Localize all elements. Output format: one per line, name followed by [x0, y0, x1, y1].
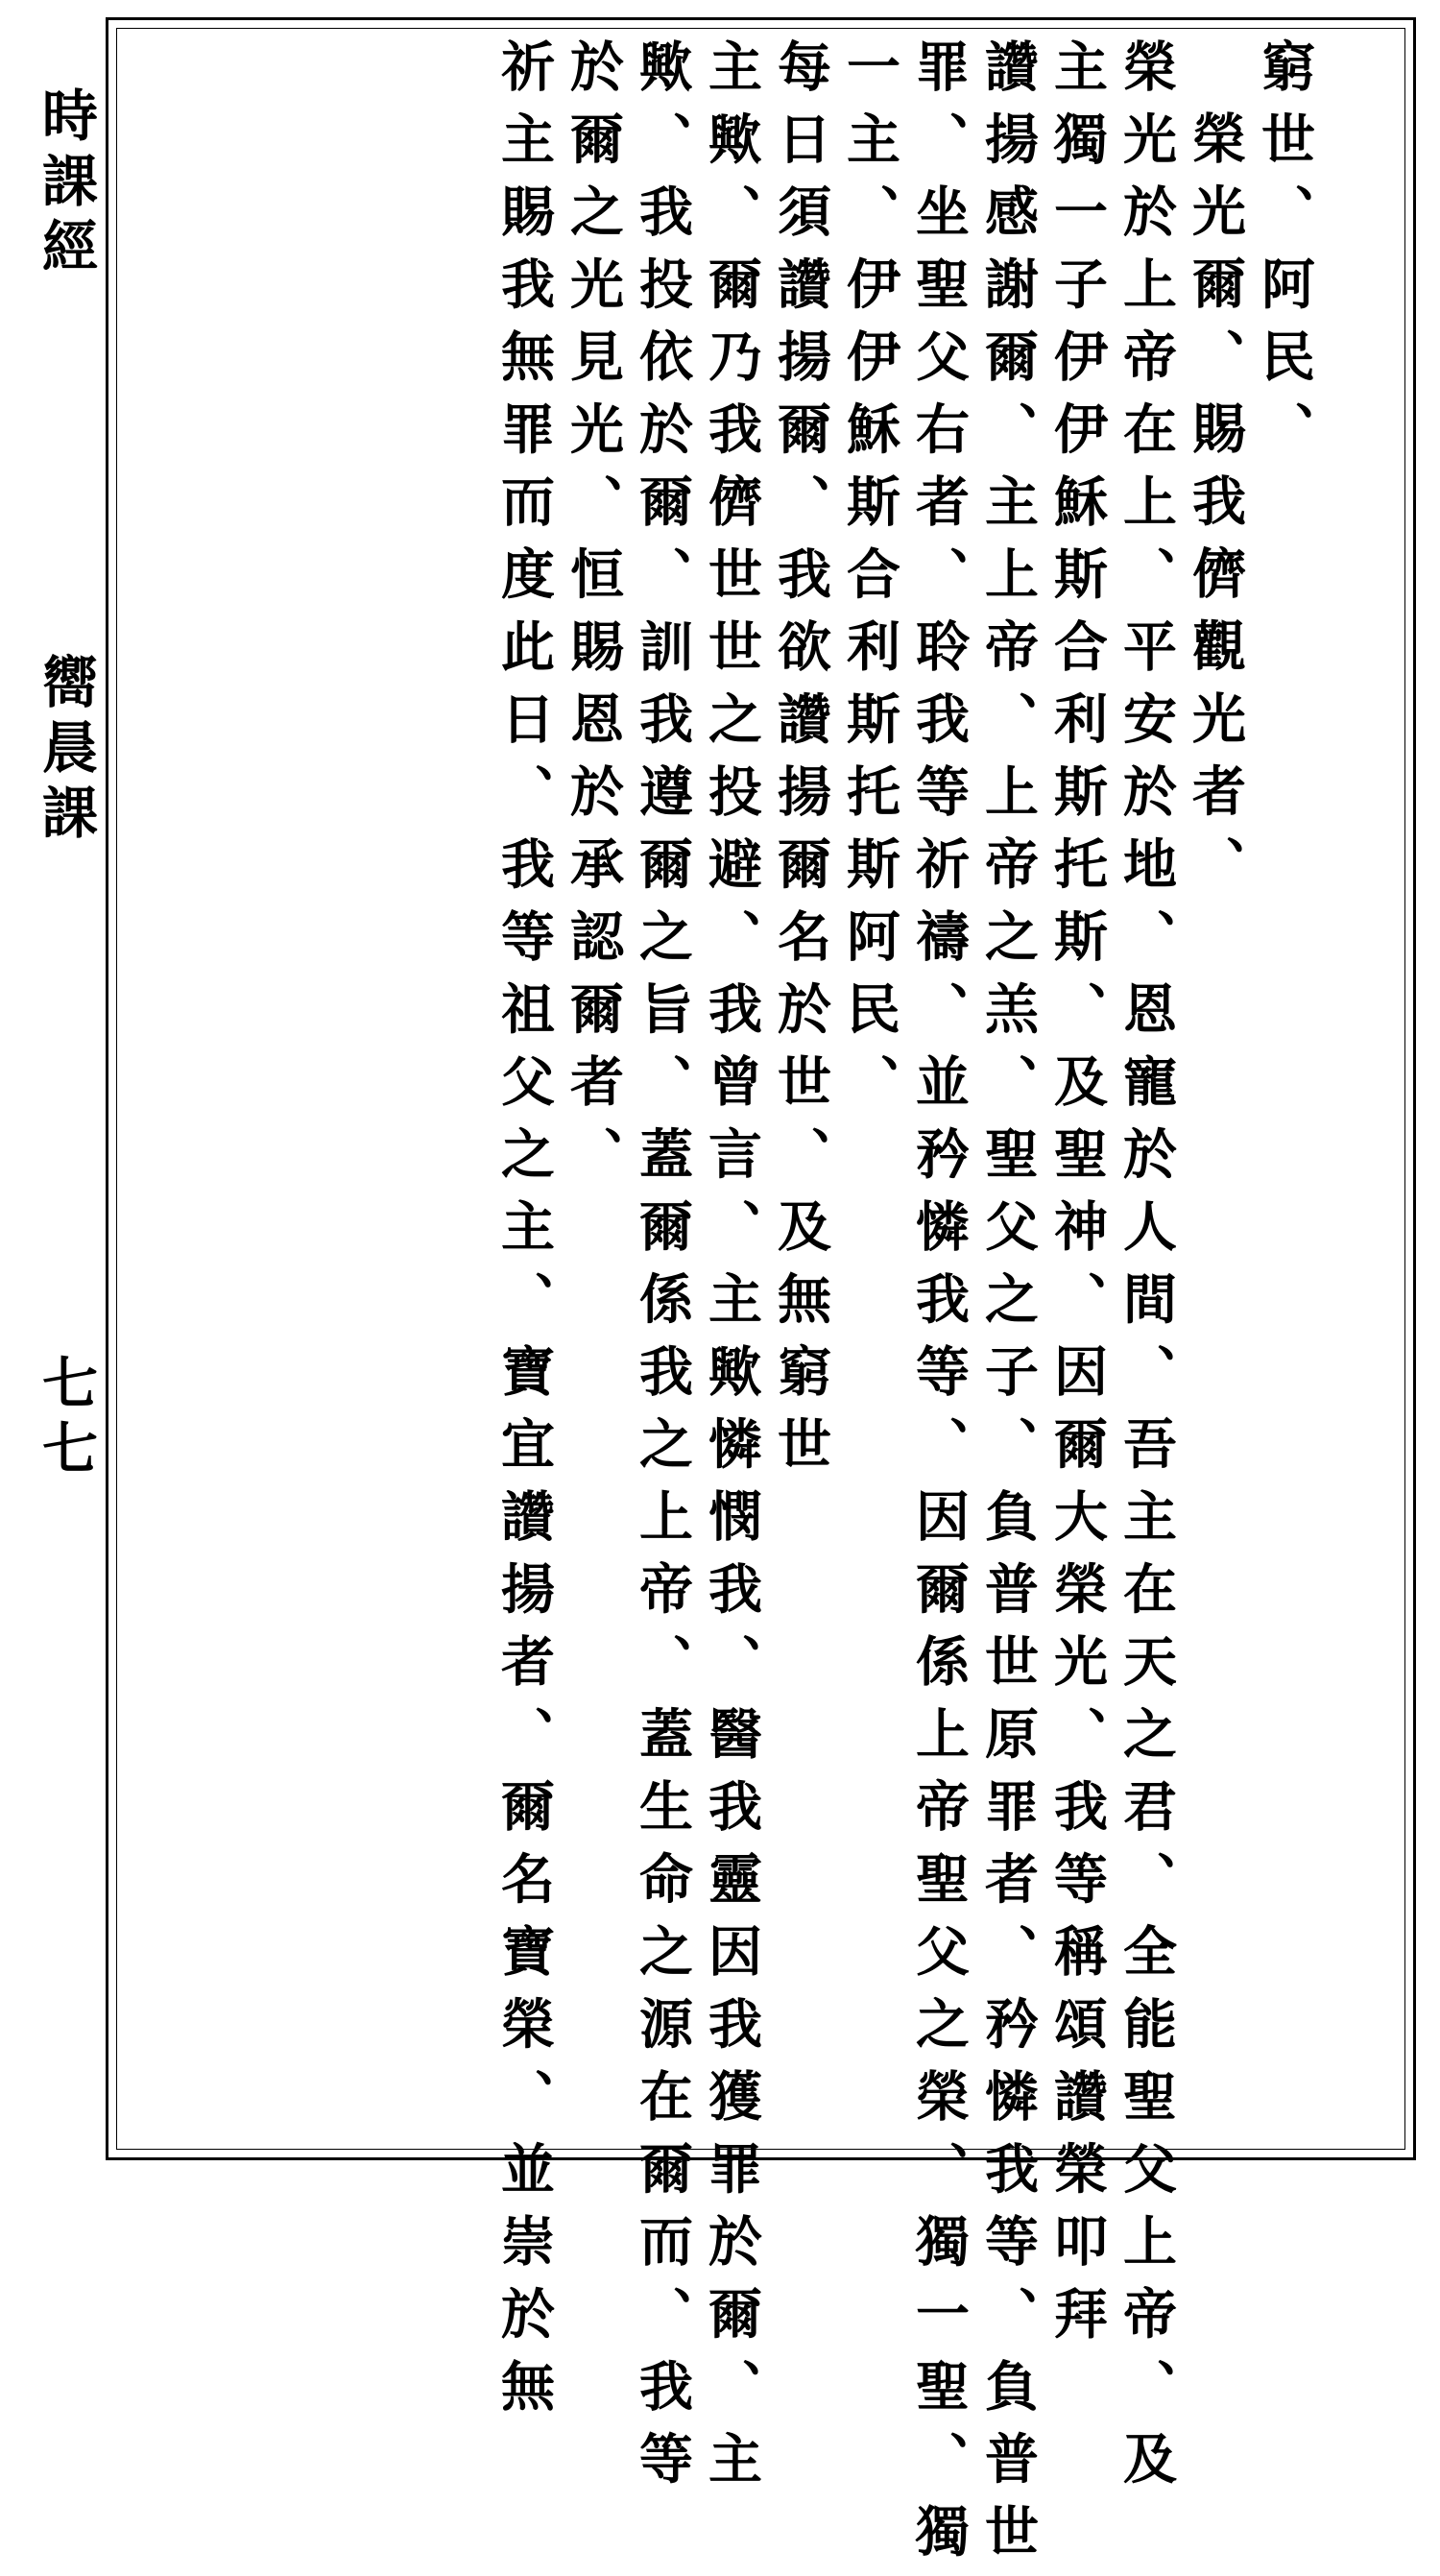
- text-column: 每日須讚揚爾、我欲讚揚爾名於世、及無窮世: [769, 38, 832, 1488]
- section-title: 嚮晨課: [33, 653, 98, 849]
- book-title: 時課經: [33, 86, 98, 282]
- text-columns: [134, 38, 1316, 2576]
- text-column: 一主、伊伊穌斯合利斯托斯阿民、: [838, 38, 901, 1126]
- text-column: 於爾之光見光、恒賜恩於承認爾者、: [562, 38, 625, 1198]
- text-column: 讚揚感謝爾、主上帝、上帝之羔、聖父之子、負普世原罪者、矜憐我等、負普世: [976, 38, 1040, 2576]
- text-column: 窮世、阿民、: [1253, 38, 1316, 473]
- text-column: 榮光爾、賜我儕觀光者、: [1184, 110, 1247, 908]
- text-column: 祈主賜我無罪而度此日、我等祖父之主、寶宜讚揚者、爾名寶榮、並崇於無: [492, 38, 556, 2431]
- page-number: 七七: [33, 1354, 98, 1484]
- text-column: 主歟、爾乃我儕世世之投避、我曾言、主歟憐憫我、醫我靈因我獲罪於爾、主: [700, 38, 763, 2503]
- text-column: 歟、我投依於爾、訓我遵爾之旨、蓋爾係我之上帝、蓋生命之源在爾而、我等: [631, 38, 694, 2503]
- text-column: 罪、坐聖父右者、聆我等祈禱、並矜憐我等、因爾係上帝聖父之榮、獨一聖、獨: [907, 38, 971, 2576]
- text-column: 主獨一子伊伊穌斯合利斯托斯、及聖神、因爾大榮光、我等稱頌讚榮叩拜: [1045, 38, 1109, 2358]
- text-column: 榮光於上帝在上、平安於地、恩寵於人間、吾主在天之君、全能聖父上帝、及: [1115, 38, 1178, 2503]
- page-margin-header: [17, 67, 98, 2131]
